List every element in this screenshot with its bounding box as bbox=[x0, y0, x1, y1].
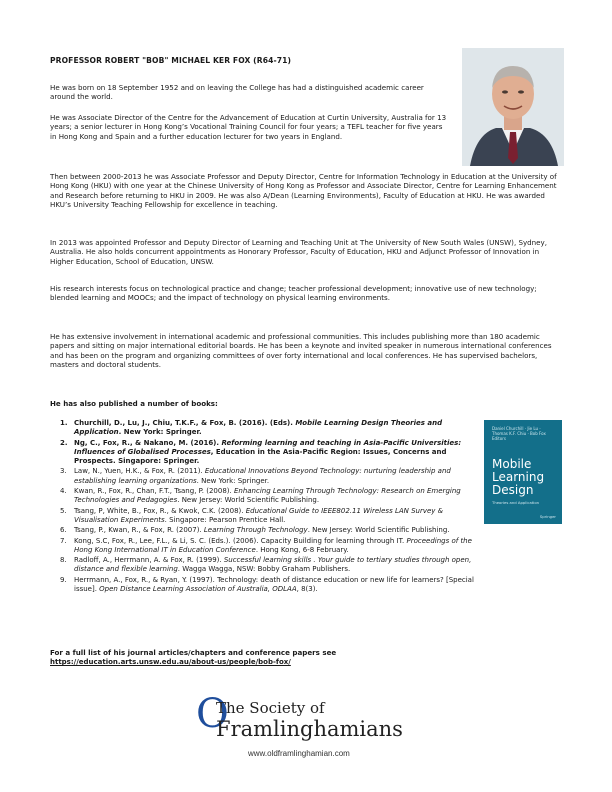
bio-paragraph-4: In 2013 was appointed Professor and Deputy Director of Learning and Teaching Unit at The University of New South Wales (UNSW), Sydney, Australia. He also holds concurrent appointments as Honorary Professor, Faculty of Education, HKU and Adjunct Professor of Innovation in Higher Education, School of Education, UNSW. bbox=[50, 238, 547, 266]
book-item: 1. Churchill, D., Lu, J., Chiu, T.K.F., & Fox, B. (2016). (Eds). Mobile Learning Design Theories and Application. New York: Springer. bbox=[60, 419, 443, 437]
cover-authors: Daniel Churchill · Jie Lu · Thomas K.F. Chiu · Bob Fox Editors bbox=[492, 426, 546, 441]
bio-paragraph-5: His research interests focus on technological practice and change; teacher professional development; innovative use of new technology; blended learning and MOOCs; and the impact of technology on physical learning environments. bbox=[50, 284, 537, 303]
page-title: PROFESSOR ROBERT "BOB" MICHAEL KER FOX (R64-71) bbox=[50, 56, 292, 65]
book-item: 5. Tsang, P, White, B., Fox, R., & Kwok, C.K. (2008). Educational Guide to IEEE802.11 Wireless LAN Survey & Visualisation Experiments. Singapore: Pearson Prentice Hall. bbox=[60, 506, 444, 524]
book-item: 7. Kong, S.C, Fox, R., Lee, F.L., & Li, S. C. (Eds.). (2006). Capacity Building for learning through IT. Proceedings of the Hong Kong International IT in Education Conference. Hong Kong, 6-8 February. bbox=[60, 536, 472, 554]
book-item: 6. Tsang, P., Kwan, R., & Fox, R. (2007). Learning Through Technology. New Jersey: World Scientific Publishing. bbox=[60, 526, 450, 535]
book-item: 3. Law, N., Yuen, H.K., & Fox, R. (2011). Educational Innovations Beyond Technology: nurturing leadership and establishing learning organizations. New York: Springer. bbox=[60, 467, 451, 485]
bio-paragraph-3: Then between 2000-2013 he was Associate Professor and Deputy Director, Centre for Information Technology in Education at the University of Hong Kong (HKU) with one year at the Chinese University of Hong Kong as Professor and Associate Director, Centre for Learning Enhancement and Research before returning to HKU in 2009. He was also A/Dean (Learning Environments), Faculty of Education at HKU. He was awarded HKU’s University Teaching Fellowship for excellence in teaching. bbox=[50, 172, 557, 210]
logo-emblem-o: O bbox=[196, 691, 229, 737]
bio-paragraph-2: He was Associate Director of the Centre for the Advancement of Education at Curtin University, Australia for 13 years; a senior lecturer in Hong Kong’s Vocational Training Council for four years; a TEFL teacher for five years in Hong Kong and Spain and a further education lecturer for two years in England. bbox=[50, 113, 447, 141]
book-item: 8. Radloff, A., Herrmann, A. & Fox, R. (1999). Successful learning skills . Your guide to tertiary studies through open, distance and flexible learning. Wagga Wagga, NSW: Bobby Graham Publishers. bbox=[60, 556, 472, 574]
book-cover bbox=[484, 420, 562, 524]
portrait-photo bbox=[462, 48, 564, 166]
bio-paragraph-6: He has extensive involvement in international academic and professional communities. This includes publishing more than 180 academic papers and sitting on major international editorial boards. He has been a keynote and invited speaker in numerous international conferences and has been on the program and organizing committees of over forty international and local conferences. He has supervised bachelors, masters and doctoral students. bbox=[50, 332, 552, 370]
profile-link[interactable]: https://education.arts.unsw.edu.au/about-us/people/bob-fox/ bbox=[50, 658, 291, 666]
books-list bbox=[50, 419, 480, 595]
logo-website: www.oldframlinghamian.com bbox=[248, 749, 350, 758]
logo-line-1: The Society of bbox=[216, 699, 325, 717]
society-logo bbox=[196, 691, 426, 769]
cover-title: Mobile Learning Design bbox=[492, 457, 545, 497]
cover-subtitle: Theories and Application bbox=[492, 500, 540, 505]
books-intro: He has also published a number of books: bbox=[50, 399, 218, 408]
book-item: 2. Ng, C., Fox, R., & Nakano, M. (2016). Reforming learning and teaching in Asia-Pacific Universities: Influences of Globalised Processes, Education in the Asia-Pacific Region: Issues, Concerns and Prospects. Singapore: Springer. bbox=[60, 438, 462, 465]
cover-publisher: Springer bbox=[539, 514, 556, 519]
bio-paragraph-1: He was born on 18 September 1952 and on leaving the College has had a distinguished academic career around the world. bbox=[50, 83, 424, 102]
book-item: 4. Kwan, R., Fox, R., Chan, F.T., Tsang, P. (2008). Enhancing Learning Through Technology: Research on Emerging Technologies and Pedagogies. New Jersey: World Scientific Publishing. bbox=[60, 486, 461, 505]
book-item: 9. Herrmann, A., Fox, R., & Ryan, Y. (1997). Technology: death of distance education or new life for learners? [Special issue]. Open Distance Learning Association of Australia, ODLAA, 8(3). bbox=[60, 575, 474, 593]
portrait-illustration bbox=[462, 48, 564, 166]
logo-line-2: Framlinghamians bbox=[216, 717, 403, 741]
more-info-text: For a full list of his journal articles/chapters and conference papers see bbox=[50, 648, 337, 657]
